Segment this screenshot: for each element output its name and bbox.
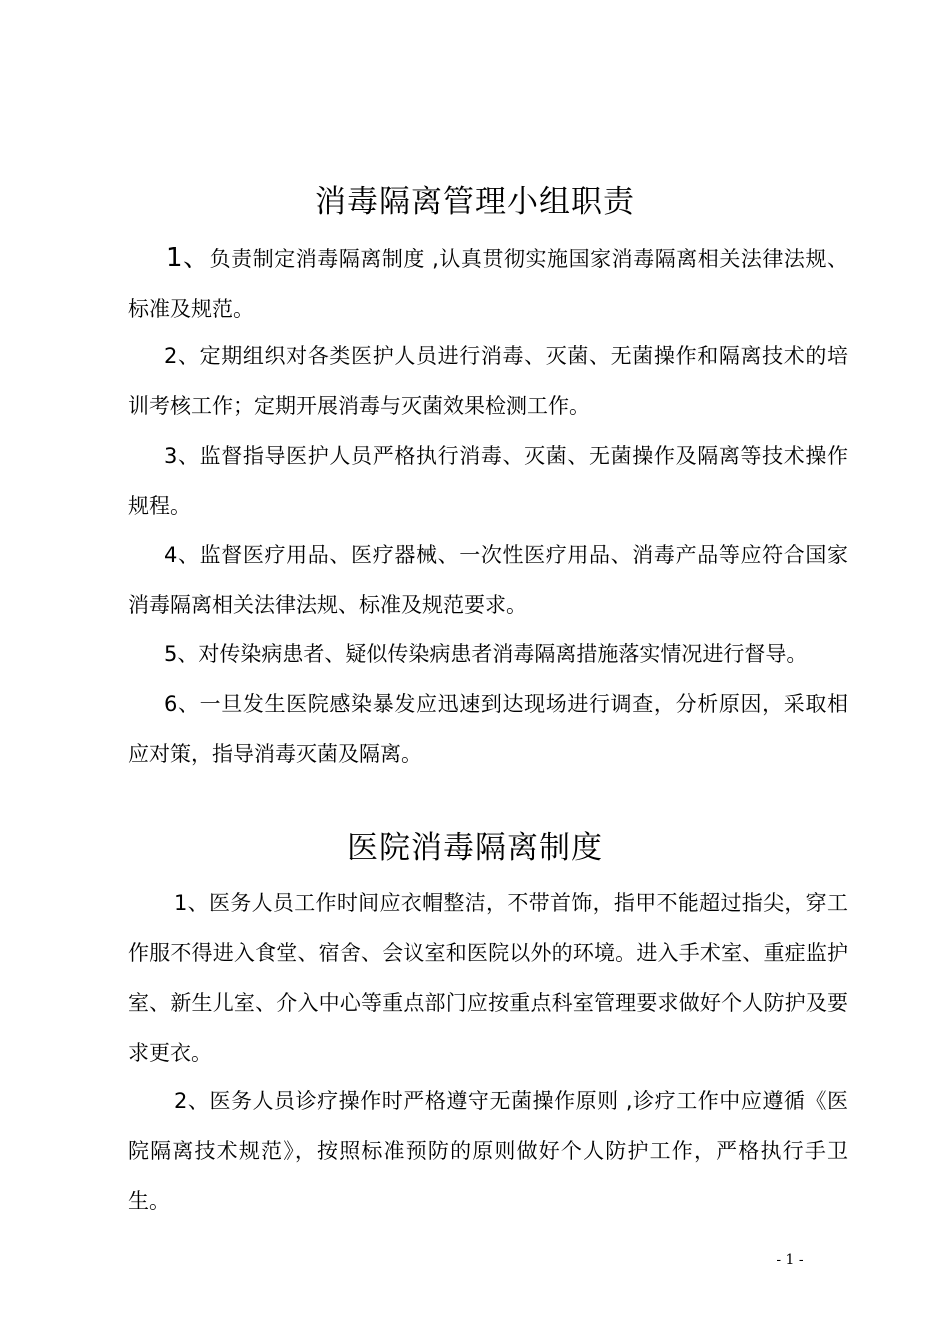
page-number: - 1 - [776, 1252, 804, 1268]
section1-item-1-number: 1、 [166, 243, 210, 273]
section1-item-6: 6、一旦发生医院感染暴发应迅速到达现场进行调查，分析原因，采取相应对策，指导消毒灭菌及隔离。 [128, 692, 848, 766]
section2-item-2: 2、医务人员诊疗操作时严格遵守无菌操作原则 ,诊疗工作中应遵循《医院隔离技术规范》，按照标准预防的原则做好个人防护工作，严格执行手卫生。 [128, 1089, 848, 1213]
section1-item-1 [128, 233, 848, 334]
section2-item-1: 1、医务人员工作时间应衣帽整洁，不带首饰，指甲不能超过指尖，穿工作服不得进入食堂、宿舍、会议室和医院以外的环境。进入手术室、重症监护室、新生儿室、介入中心等重点部门应按重点科室管理要求做好个人防护及要求更衣。 [128, 891, 848, 1065]
section1-item-2: 2、定期组织对各类医护人员进行消毒、灭菌、无菌操作和隔离技术的培训考核工作；定期开展消毒与灭菌效果检测工作。 [128, 344, 848, 418]
section1-item-1-text: 负责制定消毒隔离制度 ,认真贯彻实施国家消毒隔离相关法律法规、标准及规范。 [128, 247, 848, 321]
section1-item-4: 4、监督医疗用品、医疗器械、一次性医疗用品、消毒产品等应符合国家消毒隔离相关法律法规、标准及规范要求。 [128, 543, 848, 617]
section1-item-3: 3、监督指导医护人员严格执行消毒、灭菌、无菌操作及隔离等技术操作规程。 [128, 444, 848, 518]
section2-title: 医院消毒隔离制度 [347, 830, 603, 866]
section1-item-5: 5、对传染病患者、疑似传染病患者消毒隔离措施落实情况进行督导。 [164, 642, 808, 666]
section1-title: 消毒隔离管理小组职责 [315, 184, 635, 220]
